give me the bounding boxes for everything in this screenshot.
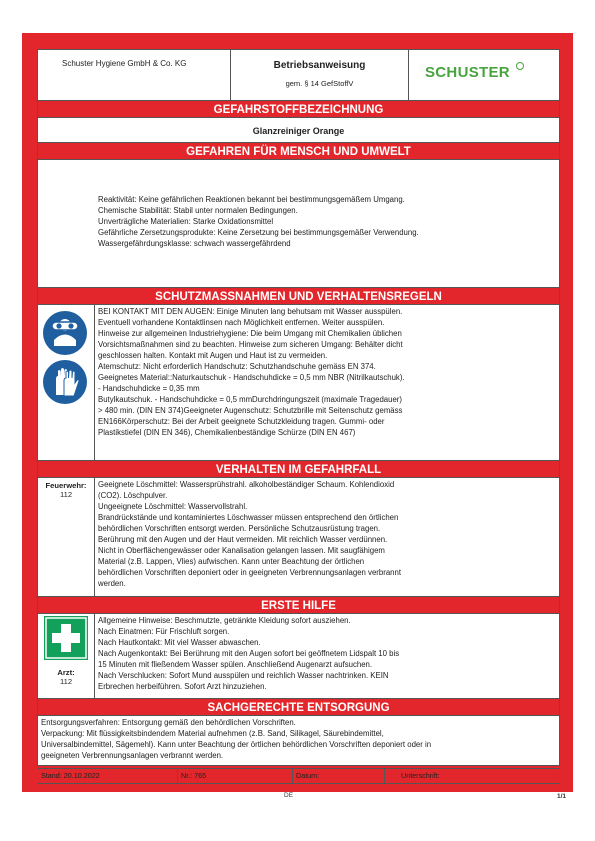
disposal-line: geeigneten Verbrennungsanlagen verbrannt werden. <box>41 751 224 760</box>
disposal-line: Universalbindemittel, Sägemehl). Kann unter Beachtung der örtlichen behördlichen Vorschriften deponiert oder in <box>41 740 432 749</box>
protection-line: Plastikstiefel (DIN EN 346), Chemikalienbeständige Schürze (DIN EN 467) <box>98 428 356 437</box>
document-subtitle: gem. § 14 GefStoffV <box>285 79 354 88</box>
protection-line: BEI KONTAKT MIT DEN AUGEN: Einige Minuten lang behutsam mit Wasser ausspülen. <box>98 307 403 316</box>
first-aid-column-divider <box>94 614 95 698</box>
emergency-line: Material (z.B. Lappen, Vlies) aufwischen. Kann unter Beachtung der örtlichen <box>98 557 365 566</box>
doctor-contact <box>38 668 94 686</box>
company-name: Schuster Hygiene GmbH & Co. KG <box>62 59 187 68</box>
emergency-text <box>98 479 401 589</box>
gloves-mandatory-icon <box>42 359 88 405</box>
section-disposal-heading: SACHGERECHTE ENTSORGUNG <box>38 698 559 716</box>
emergency-line: Brandrückstände und kontaminiertes Löschwasser müssen entsprechend den örtlichen <box>98 513 399 522</box>
document-title: Betriebsanweisung <box>273 60 366 71</box>
schuster-logo: SCHUSTER <box>425 64 510 81</box>
hazards-text <box>98 194 419 249</box>
header-company-cell <box>38 50 231 100</box>
hazards-line: Wassergefährdungsklasse: schwach wassergefährdend <box>98 239 291 248</box>
protection-text <box>98 306 405 438</box>
first-aid-line: Allgemeine Hinweise: Beschmutzte, getränkte Kleidung sofort ausziehen. <box>98 616 351 625</box>
disposal-text <box>41 717 431 761</box>
goggles-mandatory-icon <box>42 310 88 356</box>
signature-footer <box>38 768 559 784</box>
protection-line: Butylkautschuk. - Handschuhdicke = 0,5 mmDurchdringungszeit (maximale Tragedauer) <box>98 395 403 404</box>
doctor-number: 112 <box>59 677 73 686</box>
protection-line: Vorsichtsmaßnahmen sind zu beachten. Hinweise zum sicheren Umgang: Behälter dicht <box>98 340 403 349</box>
header-logo-cell <box>409 50 559 100</box>
first-aid-line: Nach Augenkontakt: Bei Berührung mit den Augen sofort bei geöffnetem Lidspalt 10 bis <box>98 649 400 658</box>
disposal-line: Verpackung: Mit flüssigkeitsbindendem Material aufnehmen (z.B. Sand, Silikagel, Säurebindemittel, <box>41 729 384 738</box>
fire-brigade-label: Feuerwehr: <box>45 481 87 490</box>
emergency-line: Geeignete Löschmittel: Wassersprühstrahl. alkoholbeständiger Schaum. Kohlendioxid <box>98 480 395 489</box>
first-aid-line: Erbrechen herbeiführen. Sofort Arzt hinzuziehen. <box>98 682 267 691</box>
protection-line: Hinweise zur allgemeinen Industriehygiene: Die beim Umgang mit Chemikalien üblichen <box>98 329 402 338</box>
emergency-line: Nicht in Oberflächengewässer oder Kanalisation gelangen lassen. Mit saugfähigem <box>98 546 385 555</box>
section-protection-heading: SCHUTZMASSNAHMEN UND VERHALTENSREGELN <box>38 287 559 305</box>
doctor-label: Arzt: <box>57 668 75 677</box>
footer-number: Nr.: 765 <box>178 769 293 783</box>
hazards-line: Gefährliche Zersetzungsprodukte: Keine Zersetzung bei bestimmungsgemäßer Verwendung. <box>98 228 419 237</box>
emergency-column-divider <box>94 478 95 596</box>
fire-brigade-contact <box>38 481 94 499</box>
protection-line: Geeignetes Material::Naturkautschuk - Handschuhdicke = 0,5 mm NBR (Nitrilkautschuk). <box>98 373 405 382</box>
emergency-line: Berührung mit den Augen und der Haut vermeiden. Mit reichlich Wasser verdünnen. <box>98 535 388 544</box>
protection-line: geschlossen halten. Kontakt mit Augen und Haut ist zu vermeiden. <box>98 351 328 360</box>
header-title-cell <box>231 50 409 100</box>
section-emergency-heading: VERHALTEN IM GEFAHRFALL <box>38 460 559 478</box>
hazards-line: Unverträgliche Materialien: Starke Oxidationsmittel <box>98 217 274 226</box>
emergency-line: (CO2). Löschpulver. <box>98 491 168 500</box>
protection-line: - Handschuhdicke = 0,35 mm <box>98 384 200 393</box>
language-code: DE <box>284 792 294 799</box>
page-number: 1/1 <box>557 793 567 800</box>
hazards-line: Chemische Stabilität: Stabil unter normalen Bedingungen. <box>98 206 298 215</box>
first-aid-text <box>98 615 399 692</box>
protection-line: Eventuell vorhandene Kontaktlinsen nach Möglichkeit entfernen. Weiter ausspülen. <box>98 318 385 327</box>
first-aid-line: 15 Minuten mit fließendem Wasser spülen. Anschließend Augenarzt aufsuchen. <box>98 660 373 669</box>
first-aid-line: Nach Einatmen: Für Frischluft sorgen. <box>98 627 230 636</box>
fire-brigade-number: 112 <box>59 490 73 499</box>
logo-mark-icon <box>516 62 524 70</box>
footer-date: Datum: <box>293 769 385 783</box>
protection-line: Atemschutz: Nicht erforderlich Handschutz: Schutzhandschuhe gemäss EN 374. <box>98 362 376 371</box>
first-aid-line: Nach Hautkontakt: Mit viel Wasser abwaschen. <box>98 638 261 647</box>
protection-column-divider <box>94 305 95 460</box>
disposal-line: Entsorgungsverfahren: Entsorgung gemäß den behördlichen Vorschriften. <box>41 718 296 727</box>
emergency-line: Ungeeignete Löschmittel: Wasservollstrahl. <box>98 502 248 511</box>
section-substance-heading: GEFAHRSTOFFBEZEICHNUNG <box>38 100 559 118</box>
first-aid-line: Nach Verschlucken: Sofort Mund ausspülen und reichlich Wasser nachtrinken. KEIN <box>98 671 389 680</box>
emergency-line: werden. <box>98 579 126 588</box>
protection-line: EN166Körperschutz: Bei der Arbeit geeignete Schutzkleidung tragen. Gummi- oder <box>98 417 385 426</box>
first-aid-cross-icon <box>44 616 88 660</box>
hazards-line: Reaktivität: Keine gefährlichen Reaktionen bekannt bei bestimmungsgemäßem Umgang. <box>98 195 405 204</box>
emergency-line: behördlichen Vorschriften deponiert oder in geeigneten Verbrennungsanlagen verbrannt <box>98 568 401 577</box>
protection-line: > 480 min. (DIN EN 374)Geeigneter Augenschutz: Schutzbrille mit Seitenschutz gemäss <box>98 406 403 415</box>
section-first-aid-heading: ERSTE HILFE <box>38 596 559 614</box>
product-name: Glanzreiniger Orange <box>252 126 345 136</box>
emergency-line: behördlichen Vorschriften entsorgt werden. Persönliche Schutzausrüstung tragen. <box>98 524 381 533</box>
footer-stand: Stand: 20.10.2022 <box>38 769 178 783</box>
footer-signature: Unterschrift: <box>401 771 440 780</box>
section-hazards-heading: GEFAHREN FÜR MENSCH UND UMWELT <box>38 142 559 160</box>
operating-instruction-sheet <box>37 49 560 780</box>
